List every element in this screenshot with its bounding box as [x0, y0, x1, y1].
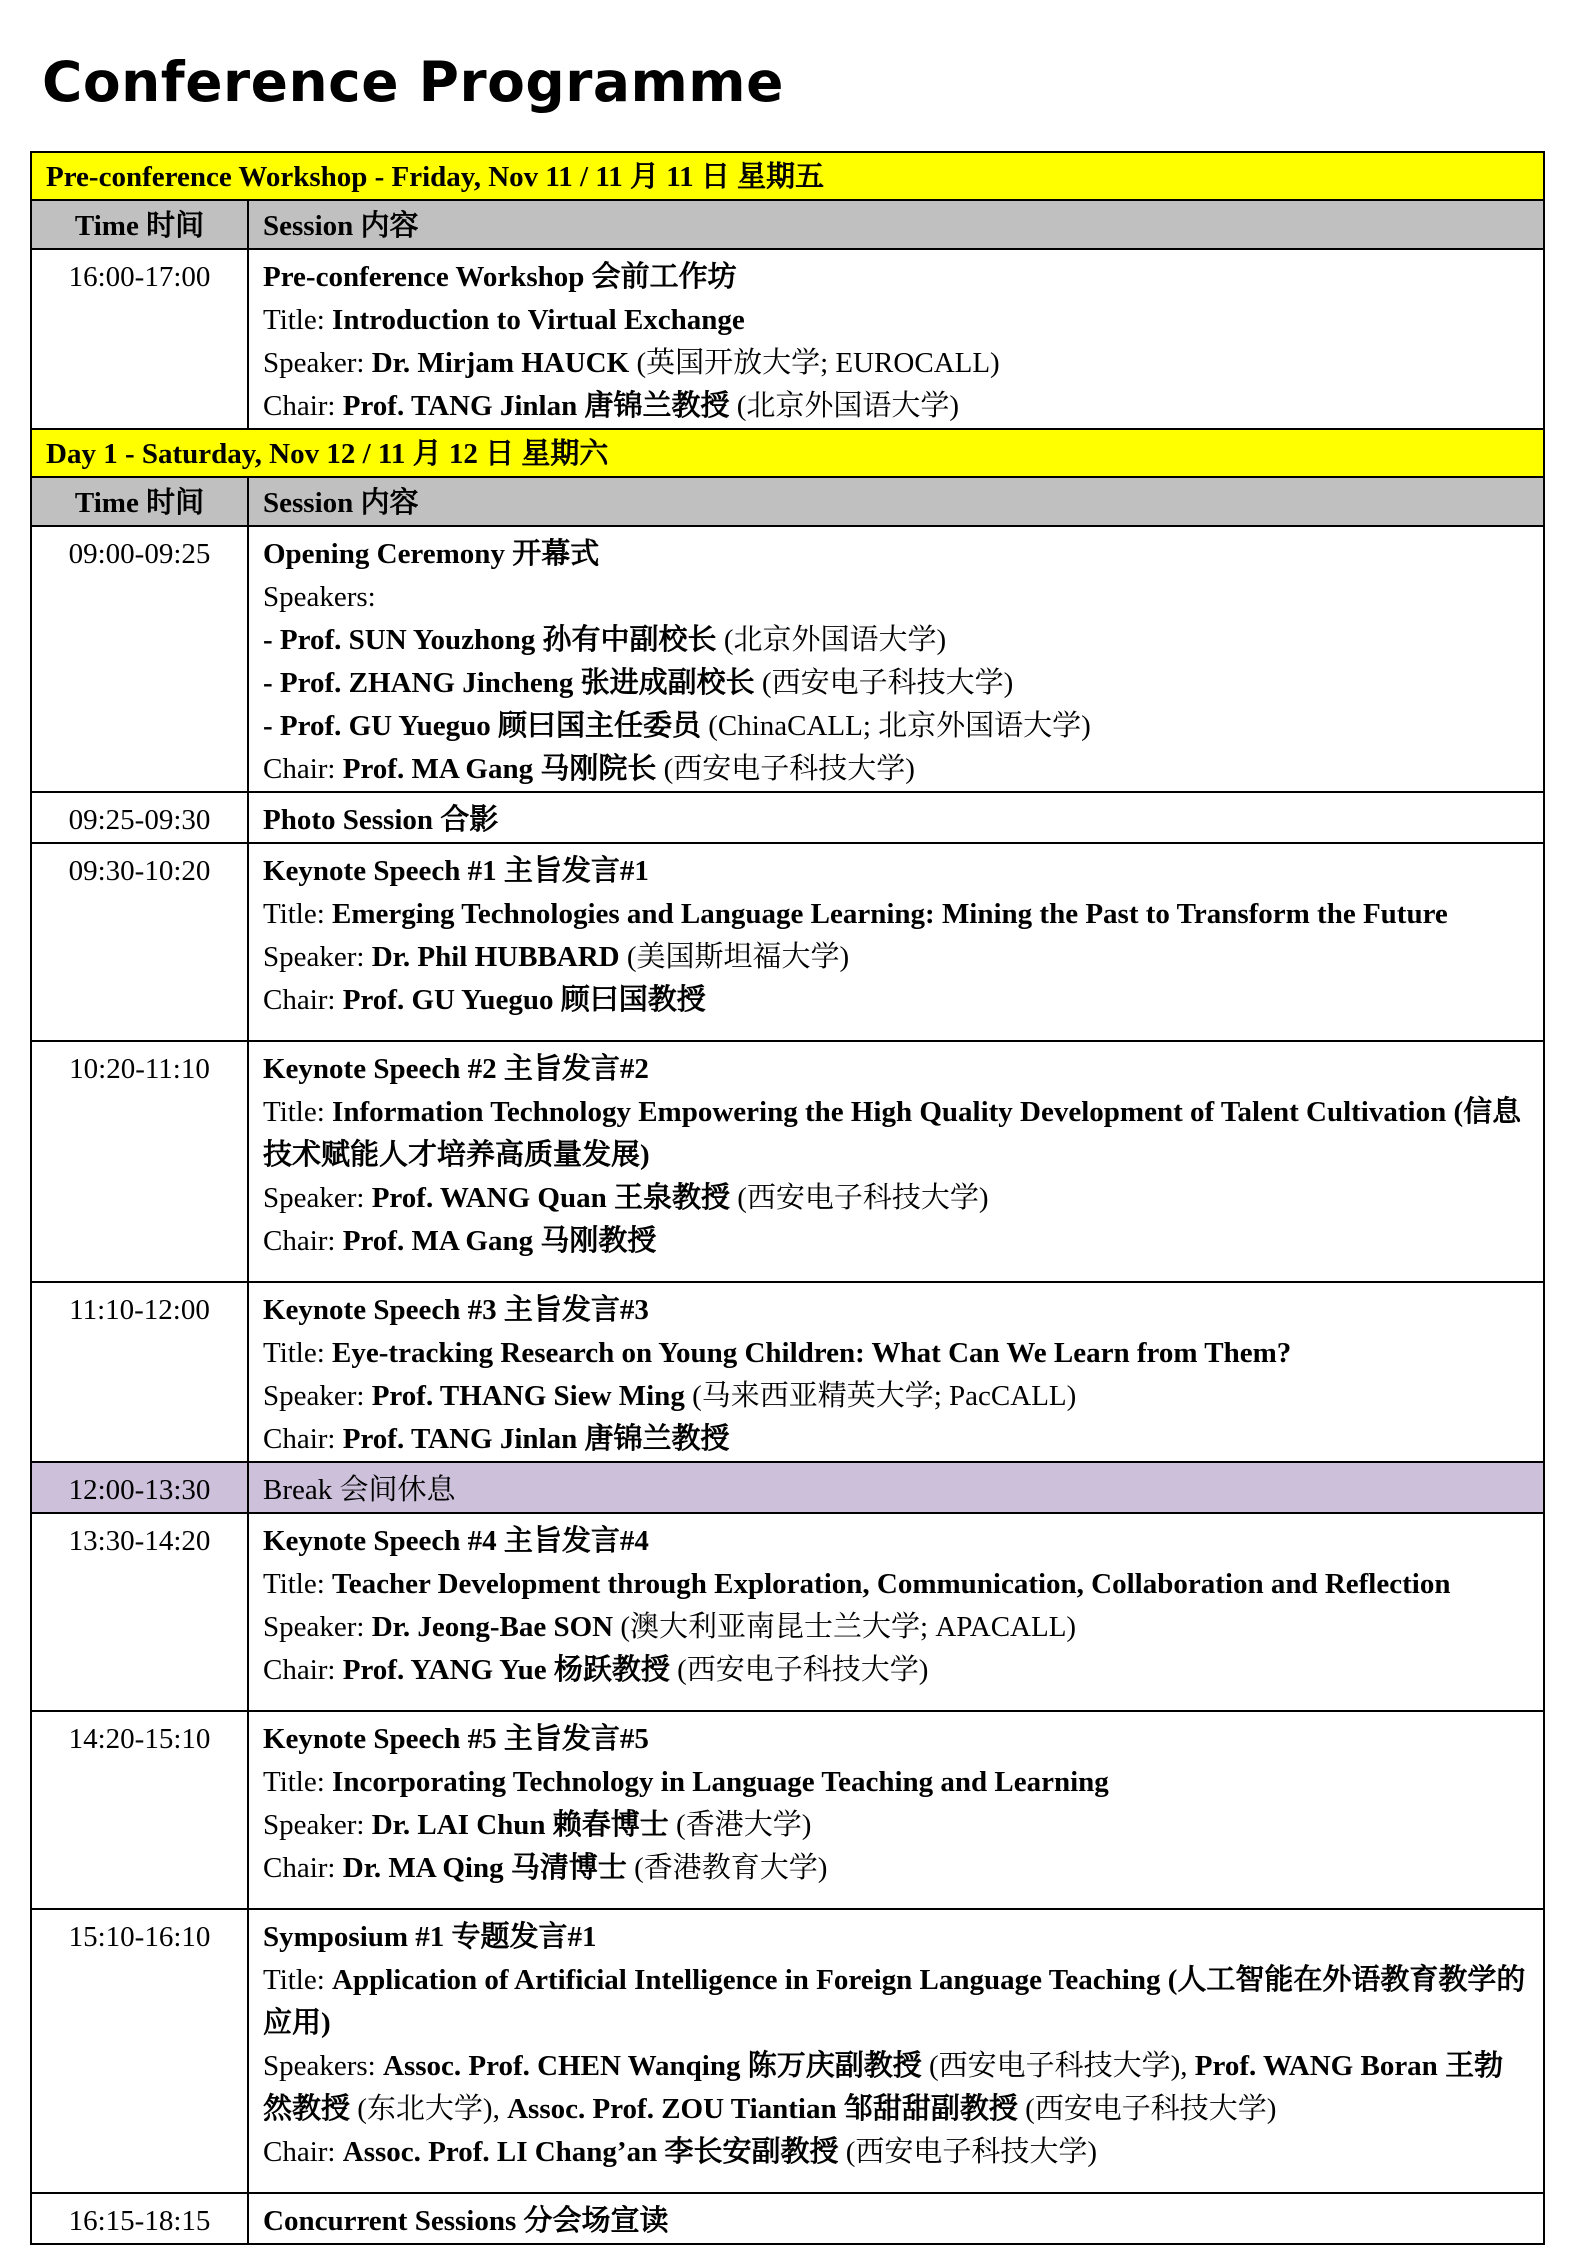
- time-cell: 12:00-13:30: [31, 1462, 248, 1513]
- table-row: [31, 2193, 1544, 2244]
- time-cell: 16:00-17:00: [31, 249, 248, 429]
- session-title: Concurrent Sessions 分会场宣读: [263, 2205, 669, 2237]
- session-cell: [248, 843, 1544, 1041]
- session-cell: [248, 2193, 1544, 2244]
- time-cell: 09:00-09:25: [31, 526, 248, 792]
- session-cell: [248, 1041, 1544, 1282]
- speaker-line: - Prof. GU Yueguo 顾曰国主任委员 (ChinaCALL; 北京外国语大学): [263, 710, 1091, 742]
- session-column-header: Session 内容: [248, 200, 1544, 249]
- session-cell: [248, 1711, 1544, 1909]
- session-speaker-line: Speaker: Dr. Jeong-Bae SON (澳大利亚南昆士兰大学; APACALL): [263, 1611, 1077, 1643]
- session-cell: [248, 1909, 1544, 2193]
- session-title-line: Title: Eye-tracking Research on Young Children: What Can We Learn from Them?: [263, 1337, 1292, 1369]
- table-row: [31, 249, 1544, 429]
- day-header-preconference: [31, 152, 1544, 200]
- session-title: Keynote Speech #4 主旨发言#4: [263, 1525, 649, 1557]
- table-row: [31, 843, 1544, 1041]
- table-row: [31, 526, 1544, 792]
- session-title: Photo Session 合影: [263, 804, 499, 836]
- speaker-line: - Prof. SUN Youzhong 孙有中副校长 (北京外国语大学): [263, 624, 947, 656]
- session-chair-line: Chair: Prof. TANG Jinlan 唐锦兰教授: [263, 1423, 730, 1455]
- break-label: Break 会间休息: [263, 1474, 456, 1506]
- time-cell: 11:10-12:00: [31, 1282, 248, 1462]
- column-header-row: [31, 200, 1544, 249]
- session-title-line: Title: Information Technology Empowering the High Quality Development of Talent Cultivation (信息技术赋能人才培养高质量发展): [263, 1096, 1522, 1171]
- session-chair-line: Chair: Prof. MA Gang 马刚教授: [263, 1225, 657, 1257]
- session-title-line: Title: Application of Artificial Intelligence in Foreign Language Teaching (人工智能在外语教育教学的应用): [263, 1964, 1526, 2039]
- session-title: Keynote Speech #2 主旨发言#2: [263, 1053, 649, 1085]
- session-title-line: Title: Incorporating Technology in Language Teaching and Learning: [263, 1766, 1109, 1798]
- symposium-speakers-line: Speakers: Assoc. Prof. CHEN Wanqing 陈万庆副教授 (西安电子科技大学), Prof. WANG Boran 王勃然教授 (东北大学), Assoc. Prof. ZOU Tiantian 邹甜甜副教授 (西安电子科技大学): [263, 2050, 1504, 2125]
- session-column-header: Session 内容: [248, 477, 1544, 526]
- time-cell: 09:30-10:20: [31, 843, 248, 1041]
- day-header-label: Pre-conference Workshop - Friday, Nov 11 / 11 月 11 日 星期五: [31, 152, 1544, 200]
- table-row: [31, 1909, 1544, 2193]
- session-title: Keynote Speech #3 主旨发言#3: [263, 1294, 649, 1326]
- session-chair-line: Chair: Prof. MA Gang 马刚院长 (西安电子科技大学): [263, 753, 915, 785]
- session-title: Keynote Speech #5 主旨发言#5: [263, 1723, 649, 1755]
- session-title-line: Title: Introduction to Virtual Exchange: [263, 304, 745, 336]
- session-cell: [248, 1462, 1544, 1513]
- session-cell: [248, 1513, 1544, 1711]
- session-title: Symposium #1 专题发言#1: [263, 1921, 597, 1953]
- session-chair-line: Chair: Prof. YANG Yue 杨跃教授 (西安电子科技大学): [263, 1654, 929, 1686]
- session-speaker-line: Speaker: Dr. Phil HUBBARD (美国斯坦福大学): [263, 941, 850, 973]
- table-row: [31, 1282, 1544, 1462]
- programme-table: [30, 151, 1545, 2245]
- table-row: [31, 1513, 1544, 1711]
- column-header-row: [31, 477, 1544, 526]
- session-chair-line: Chair: Prof. TANG Jinlan 唐锦兰教授 (北京外国语大学): [263, 390, 960, 422]
- session-title: Keynote Speech #1 主旨发言#1: [263, 855, 649, 887]
- time-cell: 09:25-09:30: [31, 792, 248, 843]
- session-title-line: Title: Teacher Development through Exploration, Communication, Collaboration and Reflection: [263, 1568, 1451, 1600]
- session-chair-line: Chair: Prof. GU Yueguo 顾曰国教授: [263, 984, 706, 1016]
- session-title: Pre-conference Workshop 会前工作坊: [263, 261, 737, 293]
- session-chair-line: Chair: Assoc. Prof. LI Chang’an 李长安副教授 (西安电子科技大学): [263, 2136, 1098, 2168]
- time-column-header: Time 时间: [31, 200, 248, 249]
- session-speaker-line: Speaker: Prof. WANG Quan 王泉教授 (西安电子科技大学): [263, 1182, 989, 1214]
- session-cell: [248, 1282, 1544, 1462]
- session-title-line: Title: Emerging Technologies and Language Learning: Mining the Past to Transform the Future: [263, 898, 1448, 930]
- time-cell: 16:15-18:15: [31, 2193, 248, 2244]
- session-speaker-line: Speaker: Dr. Mirjam HAUCK (英国开放大学; EUROCALL): [263, 347, 1000, 379]
- time-cell: 15:10-16:10: [31, 1909, 248, 2193]
- table-row: [31, 792, 1544, 843]
- session-cell: [248, 792, 1544, 843]
- session-cell: [248, 249, 1544, 429]
- session-chair-line: Chair: Dr. MA Qing 马清博士 (香港教育大学): [263, 1852, 828, 1884]
- time-cell: 10:20-11:10: [31, 1041, 248, 1282]
- time-cell: 14:20-15:10: [31, 1711, 248, 1909]
- time-column-header: Time 时间: [31, 477, 248, 526]
- speakers-label: Speakers:: [263, 581, 376, 613]
- speaker-line: - Prof. ZHANG Jincheng 张进成副校长 (西安电子科技大学): [263, 667, 1014, 699]
- day-header-label: Day 1 - Saturday, Nov 12 / 11 月 12 日 星期六: [31, 429, 1544, 477]
- time-cell: 13:30-14:20: [31, 1513, 248, 1711]
- table-row: [31, 1711, 1544, 1909]
- session-speaker-line: Speaker: Dr. LAI Chun 赖春博士 (香港大学): [263, 1809, 812, 1841]
- session-speaker-line: Speaker: Prof. THANG Siew Ming (马来西亚精英大学; PacCALL): [263, 1380, 1077, 1412]
- session-cell: [248, 526, 1544, 792]
- page-title: Conference Programme: [42, 50, 784, 114]
- session-title: Opening Ceremony 开幕式: [263, 538, 600, 570]
- day-header-day1: [31, 429, 1544, 477]
- table-row: [31, 1041, 1544, 1282]
- break-row: [31, 1462, 1544, 1513]
